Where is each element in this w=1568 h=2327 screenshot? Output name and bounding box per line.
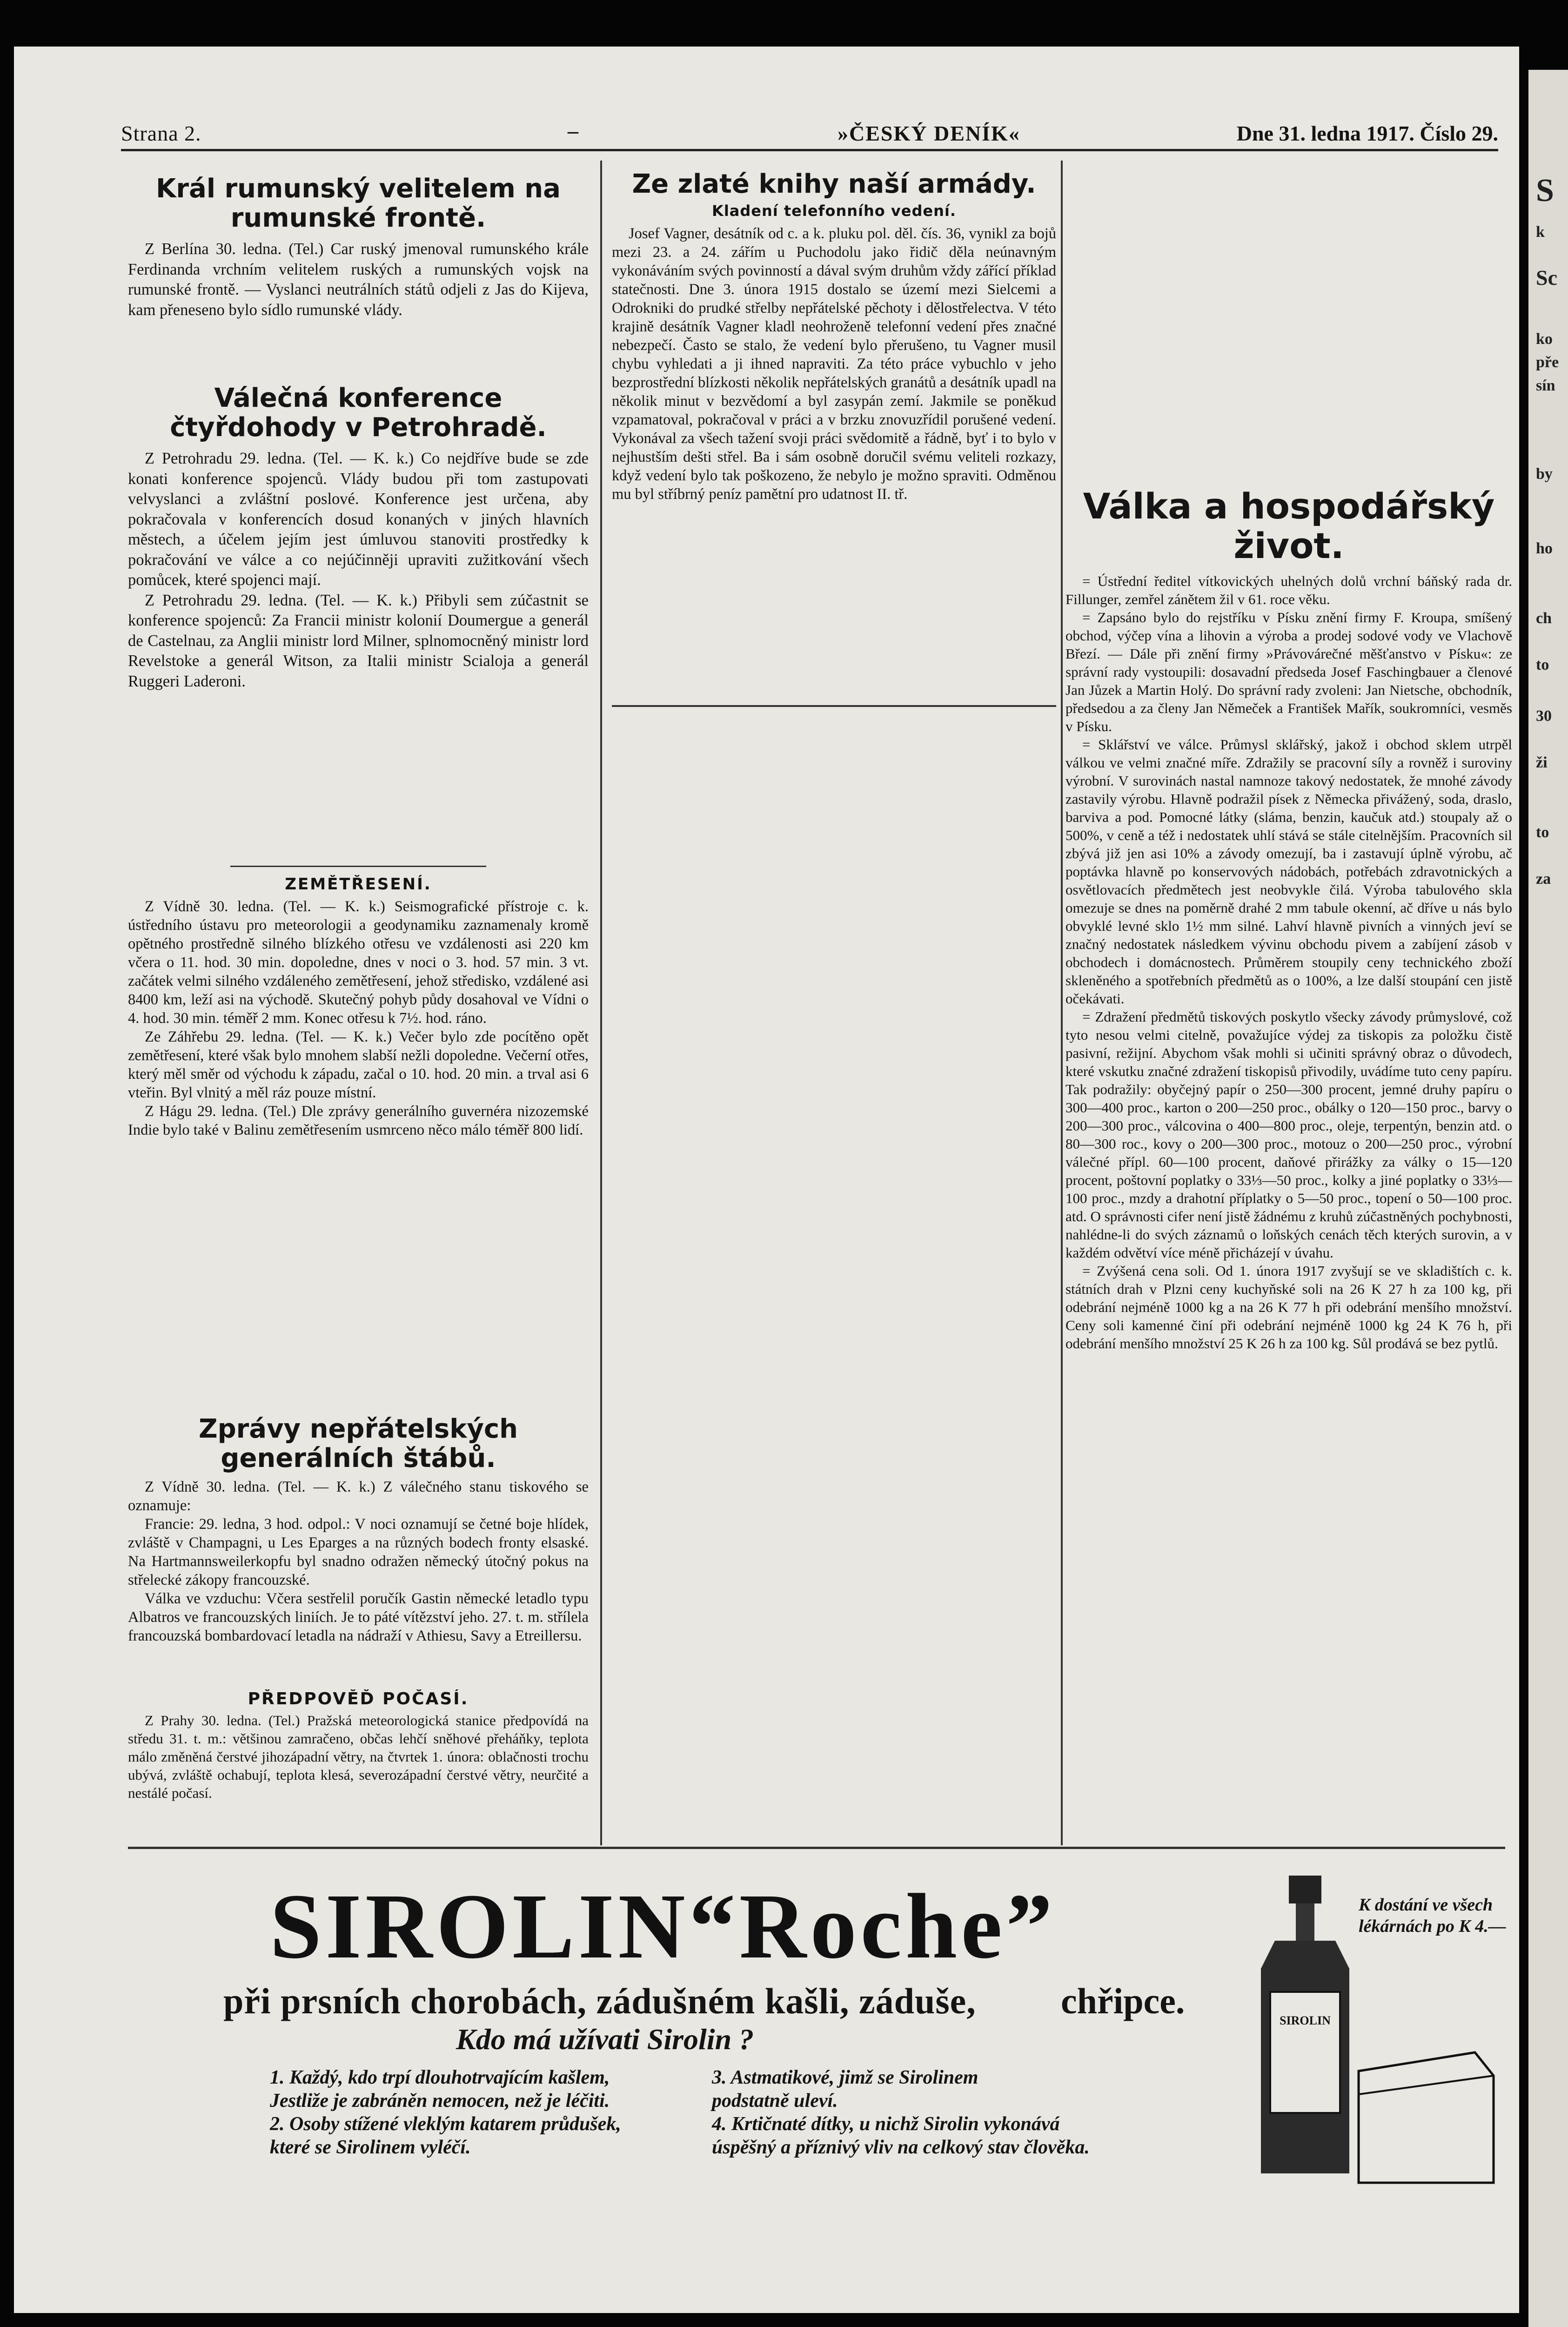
ad-question: Kdo má užívati Sirolin ? xyxy=(456,2023,754,2056)
article-paragraph: Z Vídně 30. ledna. (Tel. — K. k.) Z válečného stanu tiskového se oznamuje: xyxy=(128,1479,589,1514)
edge-fragment: ch xyxy=(1536,610,1552,627)
edge-fragment: za xyxy=(1536,870,1551,888)
edge-fragment: 30 xyxy=(1536,707,1552,725)
column-divider xyxy=(1061,161,1063,1845)
article-earthquake xyxy=(128,875,589,1401)
sirolin-bottle-illustration xyxy=(1233,1876,1508,2201)
issue-date: Dne 31. ledna 1917. Číslo 29. xyxy=(1236,121,1498,145)
edge-fragment: to xyxy=(1536,656,1549,673)
ad-point: 3. Astmatikové, jimž se Sirolinem xyxy=(712,2067,978,2088)
page-header xyxy=(121,116,1498,151)
ad-tagline-end: chřipce. xyxy=(1061,1981,1185,2021)
advertisement-sirolin xyxy=(130,1862,1508,2234)
article-paragraph: = Ústřední ředitel vítkovických uhelných dolů vrchní báňský rada dr. Fillunger, zemřel zánětem žil v 61. roce věku. xyxy=(1065,573,1512,608)
article-subhead: Kladení telefonního vedení. xyxy=(712,202,956,220)
edge-fragment: ko xyxy=(1536,330,1553,348)
article-paragraph: Z Prahy 30. ledna. (Tel.) Pražská meteorologická stanice předpovídá na středu 31. t. m.: většinou zamračeno, občas lehčí sněhové přeháňky, teplota málo změněná čerstvé jihozápadní větry, na čtvrtek 1. února: oblačnosti trochu ubývá, zvláště ochabují, teplota klesá, severozápadní čerstvé větry, neurčité a nestálé počasí. xyxy=(128,1712,589,1801)
column-divider xyxy=(600,161,602,1845)
ad-point: 1. Každý, kdo trpí dlouhotrvajícím kašlem, xyxy=(270,2067,610,2088)
article-headline: Král rumunský velitelem na rumunské frontě. xyxy=(156,175,561,233)
article-headline: Ze zlaté knihy naší armády. xyxy=(632,170,1036,199)
edge-fragment: pře xyxy=(1536,354,1559,371)
article-body: Z Berlína 30. ledna. (Tel.) Car ruský jmenoval rumunského krále Ferdinanda vrchním velitelem ruských a rumunských vojsk na rumunské frontě. — Vyslanci neutrálních států odjeli z Jas do Kijeva, kam přeneseno bylo sídlo rumunské vlády. xyxy=(128,240,589,319)
edge-fragment: by xyxy=(1536,465,1553,483)
edge-fragment: S xyxy=(1536,173,1554,208)
page-number: Strana 2. xyxy=(121,121,201,145)
article-petrograd-conference xyxy=(128,384,589,849)
article-headline: Válečná konference čtyřdohody v Petrohradě. xyxy=(170,384,547,443)
section-headline: Válka a hospodářský život. xyxy=(1083,486,1495,567)
ad-price: K dostání ve všech lékárnách po K 4.— xyxy=(1359,1895,1506,1936)
article-golden-book xyxy=(612,170,1056,707)
separator xyxy=(230,866,486,867)
article-paragraph: Francie: 29. ledna, 3 hod. odpol.: V noci oznamují se četné boje hlídek, zvláště v Champagni, u Les Eparges a na různých bodech fronty elsaské. Na Hartmannsweilerkopfu byl snadno odražen německý útočný pokus na střelecké zákopy francouzské. xyxy=(128,1516,589,1589)
article-headline: PŘEDPOVĚĎ POČASÍ. xyxy=(248,1689,469,1708)
ad-point: které se Sirolinem vyléčí. xyxy=(270,2137,471,2158)
edge-fragment: ži xyxy=(1536,754,1548,771)
article-body: Josef Vagner, desátník od c. a k. pluku pol. děl. čís. 36, vynikl za bojů mezi 23. a 24. zářím u Puchodolu jako řidič děla neúnavným vykonáváním svých povinností a dával svým druhům vždy zářící příklad statečnosti. Dne 3. února 1915 dostalo se území mezi Sielcemi a Odrokniki do prudké střelby nepřátelské pěchoty i dělostřelectva. V této krajině desátník Vagner kladl neohroženě telefonní vedení přes značné nebezpečí. Často se stalo, že vedení bylo přerušeno, tu Vagner musil chybu vyhledati a ji ihned napraviti. Za této práce vybuchlo v jeho bezprostřední blízkosti několik nepřátelských granátů a desátník upadl na několik minut v bezvědomí a byl zasypán zemí. Jakmile se poněkud vzpamatoval, pokračoval v práci a v brzku znovuzřídil porušené vedení. Vykonával za všech tažení svoji práci svědomitě a řádně, byť i to bylo v nejhustším dešti střel. Ba i sám osobně doručil svému veliteli rozkazy, když vedení bylo tak poškozeno, že nebylo je možno spraviti. Odměnou mu byl stříbrný peníz pamětní pro udatnost II. tř. xyxy=(612,225,1056,503)
edge-fragment: k xyxy=(1536,223,1545,241)
article-paragraph: Z Vídně 30. ledna. (Tel. — K. k.) Seismografické přístroje c. k. ústředního ústavu pro meteorologii a geodynamiku zaznamenaly kromě opětného prostředně silného blízkého otřesu ve vzdálenosti asi 220 km včera o 11. hod. 30 min. dopoledne, dnes v noci o 3. hod. 57 min. 3 vt. začátek velmi silného vzdáleného zemětřesení, jehož středisko, vzdálené asi 8400 km, leží asi na východě. Skutečný pohyb půdy dosahoval ve Vídni o 4. hod. 30 min. téměř 2 mm. Konec otřesu k 7½. hod. ráno. xyxy=(128,898,589,1027)
header-dash: – xyxy=(568,119,578,142)
article-weather xyxy=(128,1689,589,1834)
newspaper-title: »ČESKÝ DENÍK« xyxy=(838,121,1020,145)
article-paragraph: = Sklářství ve válce. Průmysl sklářský, jakož i obchod sklem utrpěl válkou ve velmi značné míře. Zdražily se pracovní síly a rovněž i suroviny výrobní. V surovinách nastal namnoze takový nedostatek, že mnohé závody zastavily výrobu. Hlavně podražil písek z Německa přivážený, soda, draslo, barviva a pod. Pomocné látky (sláma, benzin, kaučuk atd.) stoupaly až o 500%, v ceně a též i nedostatek uhlí stává se stále citelnějším. Pracovních sil zbývá již jen asi 10% a závody omezují, ba i zastavují úplně výrobu, ač poptávka hlavně po konservových nádobách, potřebách zdravotnických a osvětlovacích předmětech jest neobvykle čilá. Výroba tabulového skla omezuje se dnes na poměrně drahé 2 mm tabule okenní, ač dříve u nás bylo obvyklé levné sklo 1½ mm silné. Lahví hlavně pivních a vinných jeví se značný nedostatek následkem vývinu obchodu pivem a zabíjení zásob v obchodech i domácnostech. Průměrem stoupily ceny technického zboží skleněného a spotřebních předmětů as o 100%, a lze další stoupání cen jistě očekávati. xyxy=(1065,736,1512,1007)
article-paragraph: Z Petrohradu 29. ledna. (Tel. — K. k.) Co nejdříve bude se zde konati konference spojenců. Vlády budou při tom zastupovati velvyslanci a zvláštní poslové. Konference jest určena, aby pokračovala v konferencích dosud konaných v jiných hlavních městech, a účelem jejím jest úmluvou stanoviti prostředky k pokračování ve válce a co nejúčinněji upraviti zužitkování všech pomůcek, které spojenci mají. xyxy=(128,450,589,589)
article-paragraph: Ze Záhřebu 29. ledna. (Tel. — K. k.) Večer bylo zde pocítěno opět zemětřesení, které však bylo mnohem slabší nežli dopoledne. Večerní otřes, který měl směr od východu k západu, začal o 10. hod. 20 min. a trval asi 6 vteřin. Byl vlnitý a měl ráz pouze místní. xyxy=(128,1029,589,1101)
ad-brand: SIROLIN“Roche” xyxy=(270,1875,1056,1978)
article-paragraph: Z Hágu 29. ledna. (Tel.) Dle zprávy generálního guvernéra nizozemské Indie bylo také v Balinu zemětřesením usmrceno něco málo téměř 800 lidí. xyxy=(128,1103,589,1138)
article-paragraph: Z Petrohradu 29. ledna. (Tel. — K. k.) Přibyli sem zúčastnit se konference spojenců: Za Francii ministr kolonií Doumergue a generál de Castelnau, za Anglii ministr lord Milner, splnomocněný ministr lord Revelstoke a generál Witson, za Italii ministr Scialoja a generál Ruggeri Laderoni. xyxy=(128,591,589,690)
ad-point: úspěšný a příznivý vliv na celkový stav člověka. xyxy=(712,2137,1090,2158)
edge-fragment: ho xyxy=(1536,540,1553,557)
edge-fragment: Sc xyxy=(1536,266,1557,289)
ad-point: podstatně uleví. xyxy=(712,2090,838,2112)
article-war-economy xyxy=(1065,486,1512,1845)
ad-point: 4. Krtičnaté dítky, u nichž Sirolin vykonává xyxy=(712,2113,1060,2135)
article-paragraph: = Zvýšená cena soli. Od 1. února 1917 zvyšují se ve skladištích c. k. státních drah v Plzni ceny kuchyňské soli na 26 K 27 h za 100 kg, při odebrání nejméně 1000 kg a na 26 K 77 h při odebrání menšího množství. Ceny soli kamenné činí při odebrání nejméně 1000 kg 24 K 76 h, při odebrání menšího množství 25 K 26 h za 100 kg. Sůl prodává se bez pytlů. xyxy=(1065,1263,1512,1352)
edge-fragment: sín xyxy=(1536,377,1555,394)
box-illustration xyxy=(1359,2052,1494,2183)
ad-tagline: při prsních chorobách, zádušném kašli, záduše, xyxy=(223,1981,976,2021)
article-paragraph: = Zapsáno bylo do rejstříku v Písku znění firmy F. Kroupa, smíšený obchod, výčep vína a lihovin a výroba a prodej sodové vody ve Vlachově Březí. — Dále při znění firmy »Právovárečné měšťanstvo v Písku«: ze správní rady vystoupili: dosavadní předseda Josef Faschingbauer a členové Jan Jůzek a Martin Holý. Do správní rady zvoleni: Jan Nietsche, obchodník, předsedou a za členy Jan Němeček a František Mařík, soukromníci, vesměs v Písku. xyxy=(1065,609,1512,735)
bottle-label xyxy=(1270,1992,1340,2113)
edge-fragment: to xyxy=(1536,824,1549,841)
article-headline: Zprávy nepřátelských generálních štábů. xyxy=(198,1415,518,1473)
ad-point: Jestliže je zabráněn nemocen, než je léčiti. xyxy=(270,2090,610,2112)
article-paragraph: Válka ve vzduchu: Včera sestřelil poručík Gastin německé letadlo typu Albatros ve francouzských liniích. Je to páté vítězství jeho. 27. t. m. střílela francouzská bombardovací letadla na nádraží v Athiesu, Savy a Etreillersu. xyxy=(128,1590,589,1645)
article-headline: ZEMĚTŘESENÍ. xyxy=(285,875,432,894)
bottle-label-text: SIROLIN xyxy=(1280,2014,1331,2027)
ad-point: 2. Osoby stížené vleklým katarem průdušek, xyxy=(270,2113,621,2135)
article-king-romania xyxy=(128,175,589,382)
next-page-edge xyxy=(1528,70,1568,2327)
bottle-neck xyxy=(1296,1903,1314,1941)
article-paragraph: = Zdražení předmětů tiskových poskytlo všecky závody průmyslové, což tyto nesou velmi citelně, považujíce výdej za tiskopis za položku čistě pasivní, režijní. Abychom však mohli si učiniti správný obraz o důvodech, které vskutku značné zdražení tiskopisů přivodily, uvádíme tuto ceny papíru. Tak podražily: obyčejný papír o 250—300 procent, jemné druhy papíru o 300—400 proc., karton o 200—250 proc., obálky o 120—150 proc., barvy o 200—300 proc., válcovina o 400—800 proc., oleje, terpentýn, benzin atd. o 80—300 roc., kovy o 200—300 proc., motouz o 200—250 proc., výrobní válečné přípl. 60—100 procent, daňové přirážky za války o 15—120 procent, poštovní poplatky o 33⅓—50 proc., kolky a jiné poplatky o 33⅓—100 proc., mzdy a drahotní příplatky o 5—50 proc., topení o 50—100 proc. atd. O správnosti cifer není jistě žádnému z kruhů zúčastněných pochybnosti, nahlédne-li do svých záznamů o loňských cenách těch kterých surovin, a v každém odvětví více méně přicházejí v úvahu. xyxy=(1065,1009,1512,1261)
bottle-cap xyxy=(1289,1876,1321,1903)
